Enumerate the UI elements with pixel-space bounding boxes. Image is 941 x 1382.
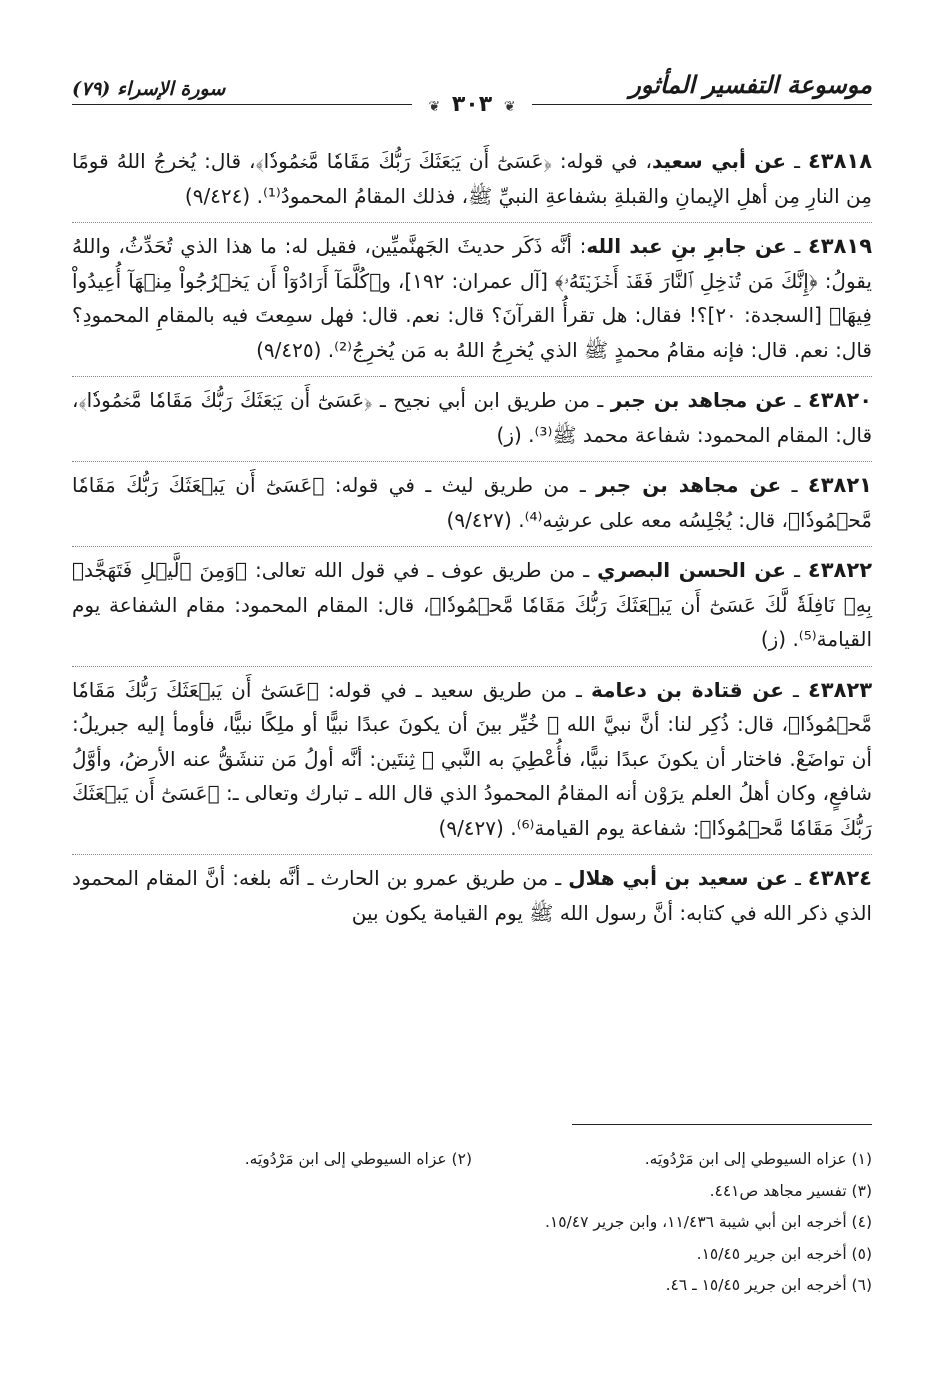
dash: ـ: [787, 866, 801, 890]
ornament-icon: ❦: [503, 99, 516, 115]
footnote-row: [72, 1270, 872, 1302]
page-number: ٣٠٣: [451, 92, 493, 117]
narrator: عن جابرِ بنِ عبد الله: [586, 234, 787, 258]
footnotes: [72, 1144, 872, 1302]
footnote-row: [72, 1207, 872, 1239]
footnote: (١) عزاه السيوطي إلى ابن مَرْدُويَه.: [644, 1150, 872, 1168]
entry-number: ٤٣٨١٨: [807, 149, 873, 173]
entry-number: ٤٣٨٢٢: [807, 558, 873, 582]
book-title: موسوعة التفسير المأثور: [629, 70, 872, 99]
page: [72, 60, 872, 1340]
narrator: عن مجاهد بن جبر: [610, 388, 788, 412]
narrator: عن الحسن البصري: [597, 558, 787, 582]
entry-number: ٤٣٨٢٠: [807, 388, 873, 412]
entry-text: ، في قوله: ﴿عَسَىٰٓ أَن يَبۡعَثَكَ رَبُّكَ مَقَامٗا مَّحۡمُودٗا﴾، قال: يُخرجُ اللهُ قومًا مِن النارِ مِن أهلِ الإيمانِ والقبلةِ بشفاعةِ النبيِّ ﷺ، فذلك المقامُ المحمودُ⁽¹⁾. (٩/٤٢٤): [72, 149, 872, 208]
entry-number: ٤٣٨٢١: [807, 473, 872, 497]
footnote: (٥) أخرجه ابن جرير ١٥/٤٥.: [696, 1244, 872, 1263]
entry-text: ـ من طريق عمرو بن الحارث ـ أنَّه بلغه: أنَّ المقام المحمود الذي ذكر الله في كتابه: أنَّ رسول الله ﷺ يوم القيامة يكون بين: [72, 866, 872, 925]
entry-number: ٤٣٨١٩: [807, 234, 873, 258]
entry-text: : أنَّه ذَكَر حديثَ الجَهنَّميِّين، فقيل له: ما هذا الذي تُحَدِّثُ، واللهُ يقولُ: ﴿إِنَّكَ مَن تُدۡخِلِ ٱلنَّارَ فَقَدۡ أَخۡزَيۡتَهُۥ﴾ [آل عمران: ١٩٢]، و﴿كُلَّمَآ أَرَادُوٓاْ أَن يَخۡرُجُواْ مِنۡهَآ أُعِيدُواْ فِيهَا﴾ [السجدة: ٢٠]؟! فقال: هل تقرأُ القرآنَ؟ قال: نعم. قال: فهل سمِعتَ فيه بالمقامِ المحمودِ؟ قال: نعم. قال: فإنه مقامُ محمدٍ ﷺ الذي يُخرِجُ اللهُ به مَن يُخرِجُ⁽²⁾. (٩/٤٢٥): [72, 234, 872, 362]
ornament-icon: ❦: [428, 99, 441, 115]
entry-text: ـ من طريق عوف ـ في قول الله تعالى: ﴿وَمِنَ ٱلَّيۡلِ فَتَهَجَّدۡ بِهِۦ نَافِلَةٗ لَّكَ عَسَىٰٓ أَن يَبۡعَثَكَ رَبُّكَ مَقَامٗا مَّحۡمُودٗا﴾، قال: المقام المحمود: مقام الشفاعة يوم القيامة⁽⁵⁾. (ز): [72, 558, 872, 651]
dash: ـ: [781, 473, 798, 497]
entry-text: ـ من طريق ليث ـ في قوله: ﴿عَسَىٰٓ أَن يَبۡعَثَكَ رَبُّكَ مَقَامٗا مَّحۡمُودٗا﴾، قال: يُجْلِسُه معه على عرشِه⁽⁴⁾. (٩/٤٢٧): [72, 473, 872, 532]
entry-number: ٤٣٨٢٣: [807, 677, 873, 702]
entry: [72, 673, 872, 856]
footnote-row: [72, 1176, 872, 1208]
entry-text: ـ من طريق ابن أبي نجيح ـ ﴿عَسَىٰٓ أَن يَبۡعَثَكَ رَبُّكَ مَقَامٗا مَّحۡمُودٗا﴾، قال: المقام المحمود: شفاعة محمد ﷺ⁽³⁾. (ز): [72, 388, 872, 447]
entry: [72, 229, 872, 377]
entries: [72, 144, 872, 945]
dash: ـ: [786, 149, 800, 173]
footnote: (٢) عزاه السيوطي إلى ابن مَرْدُويَه.: [244, 1150, 472, 1168]
entry-number: ٤٣٨٢٤: [807, 866, 872, 890]
narrator: عن سعيد بن أبي هلال: [568, 866, 788, 890]
narrator: عن قتادة بن دعامة: [590, 677, 784, 702]
page-header: [72, 60, 872, 122]
footnote-rule: [572, 1124, 872, 1125]
entry: [72, 553, 872, 667]
footnote-row: [72, 1239, 872, 1271]
footnote: (٣) تفسير مجاهد ص٤٤١.: [709, 1181, 872, 1200]
entry: [72, 383, 872, 462]
dash: ـ: [783, 677, 799, 702]
entry: [72, 468, 872, 547]
entry: [72, 861, 872, 939]
footnote: (٤) أخرجه ابن أبي شيبة ١١/٤٣٦، وابن جرير ١٥/٤٧.: [544, 1213, 872, 1231]
entry: [72, 144, 872, 223]
narrator: عن مجاهد بن جبر: [596, 473, 782, 497]
dash: ـ: [787, 388, 801, 412]
footnote-row: [72, 1144, 872, 1176]
dash: ـ: [786, 558, 800, 582]
footnote: (٦) أخرجه ابن جرير ١٥/٤٥ ـ ٤٦.: [665, 1276, 872, 1294]
entry-text: ـ من طريق سعيد ـ في قوله: ﴿عَسَىٰٓ أَن يَبۡعَثَكَ رَبُّكَ مَقَامٗا مَّحۡمُودٗا﴾، قال: ذُكِر لنا: أنَّ نبيَّ الله ﷺ خُيِّر بينَ أن يكونَ عبدًا نبيًّا أو ملِكًا نبيًّا، فأومأ إليه جبريلُ: أن تواضَعْ. فاختار أن يكونَ عبدًا نبيًّا، فأُعْطِيَ به النَّبي ﷺ ثِنتَين: أنَّه أولُ مَن تنشَقُّ عنه الأرضُ، وأوَّلُ شافعٍ، وكان أهلُ العلم يرَوْن أنه المقامُ المحمودُ الذي قال الله ـ تبارك وتعالى ـ: ﴿عَسَىٰٓ أَن يَبۡعَثَكَ رَبُّكَ مَقَامٗا مَّحۡمُودٗا﴾: شفاعة يوم القيامة⁽⁶⁾. (٩/٤٢٧): [72, 677, 872, 840]
dash: ـ: [786, 234, 801, 258]
surah-title: سورة الإسراء (٧٩): [72, 78, 226, 100]
narrator: عن أبي سعيد: [651, 149, 787, 173]
page-number-box: [412, 92, 532, 117]
